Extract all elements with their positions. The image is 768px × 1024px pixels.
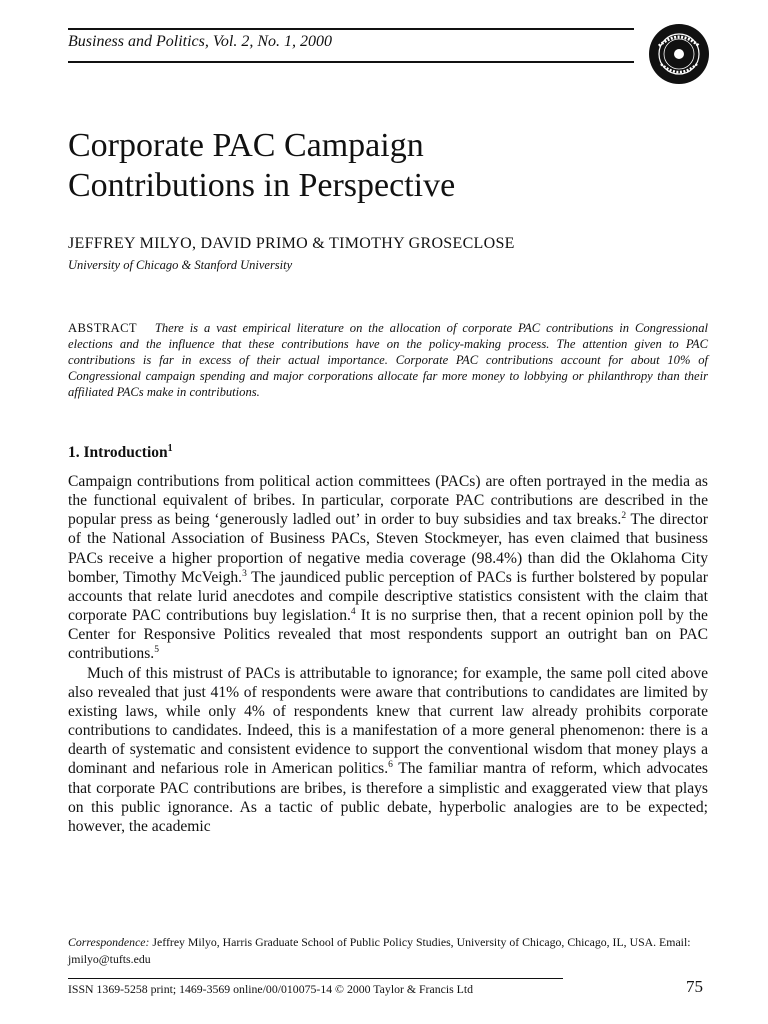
footnote-marker: 3	[242, 568, 247, 579]
abstract-label: ABSTRACT	[68, 321, 137, 335]
paragraph-text: The familiar mantra of reform, which advocates that corporate PAC contributions are bribes, is therefore a simplistic and exaggerated view that plays on this public ignorance. As a tactic of public debate, hyperbolic analogies are to be expected; however, the academic	[68, 760, 708, 835]
body-text	[68, 472, 708, 836]
paragraph-text: The director of the National Association of Business PACs, Steven Stockmeyer, has even claimed that business PACs receive a higher proportion of negative media coverage (98.4%) than did the Oklahoma City bomber, Timothy McVeigh.	[68, 511, 708, 586]
publisher-seal-icon	[647, 22, 711, 86]
paragraph-text: It is no surprise then, that a recent opinion poll by the Center for Responsive Politics revealed that most respondents support an outright ban on PAC contributions.	[68, 607, 708, 663]
paragraph	[68, 472, 708, 664]
footnote-marker: 4	[350, 606, 356, 617]
paragraph	[68, 664, 708, 836]
page-number: 75	[686, 977, 703, 996]
author-list: JEFFREY MILYO, DAVID PRIMO & TIMOTHY GROSECLOSE	[68, 235, 515, 252]
correspondence-text: Jeffrey Milyo, Harris Graduate School of Public Policy Studies, University of Chicago, Chicago, IL, USA. Email: jmilyo@tufts.edu	[68, 935, 691, 966]
author-affiliation: University of Chicago & Stanford University	[68, 258, 293, 272]
footnote-marker: 1	[167, 443, 173, 454]
title-line-2: Contributions in Perspective	[68, 167, 456, 204]
footnote-marker: 2	[621, 511, 627, 522]
paragraph-text: Campaign contributions from political action committees (PACs) are often portrayed in the media as the functional equivalent of bribes. In particular, corporate PAC contributions are described in the popular press as being ‘generously ladled out’ in order to buy subsidies and tax breaks.	[68, 473, 708, 529]
article-title	[68, 126, 455, 206]
correspondence-label: Correspondence:	[68, 935, 150, 949]
issn-line: ISSN 1369-5258 print; 1469-3569 online/00/010075-14 © 2000 Taylor & Francis Ltd	[68, 982, 474, 996]
paragraph-text: Much of this mistrust of PACs is attributable to ignorance; for example, the same poll cited above also revealed that just 41% of respondents were aware that contributions to candidates are limited by existing laws, while only 4% of respondents knew that current law already prohibits corporate contributions to candidates. Indeed, this is a manifestation of a more general phenomenon: there is a dearth of systematic and consistent evidence to support the conventional wisdom that money plays a dominant and nefarious role in American politics.	[68, 664, 708, 778]
section-heading	[68, 443, 173, 462]
header-bottom-rule	[68, 61, 634, 63]
footer-rule	[68, 978, 563, 979]
title-line-1: Corporate PAC Campaign	[68, 127, 424, 164]
footnote-marker: 6	[388, 760, 393, 771]
correspondence-note	[68, 934, 708, 968]
header-top-rule	[68, 28, 634, 30]
paragraph-text: The jaundiced public perception of PACs is further bolstered by popular accounts that relate lurid anecdotes and compile descriptive statistics consistent with the claim that corporate PAC contributions buy legislation.	[68, 568, 708, 625]
footnote-marker: 5	[154, 645, 159, 656]
journal-citation: Business and Politics, Vol. 2, No. 1, 2000	[68, 33, 332, 50]
abstract	[68, 320, 708, 400]
abstract-text: There is a vast empirical literature on the allocation of corporate PAC contributions in Congressional elections and the influence that these contributions have on the policy-making process. The attention given to PAC contributions is far in excess of their actual importance. Corporate PAC contributions account for about 10% of Congressional campaign spending and major corporations allocate far more money to lobbying or philanthropy than their affiliated PACs make in contributions.	[68, 321, 708, 399]
section-heading-text: 1. Introduction	[68, 444, 168, 462]
